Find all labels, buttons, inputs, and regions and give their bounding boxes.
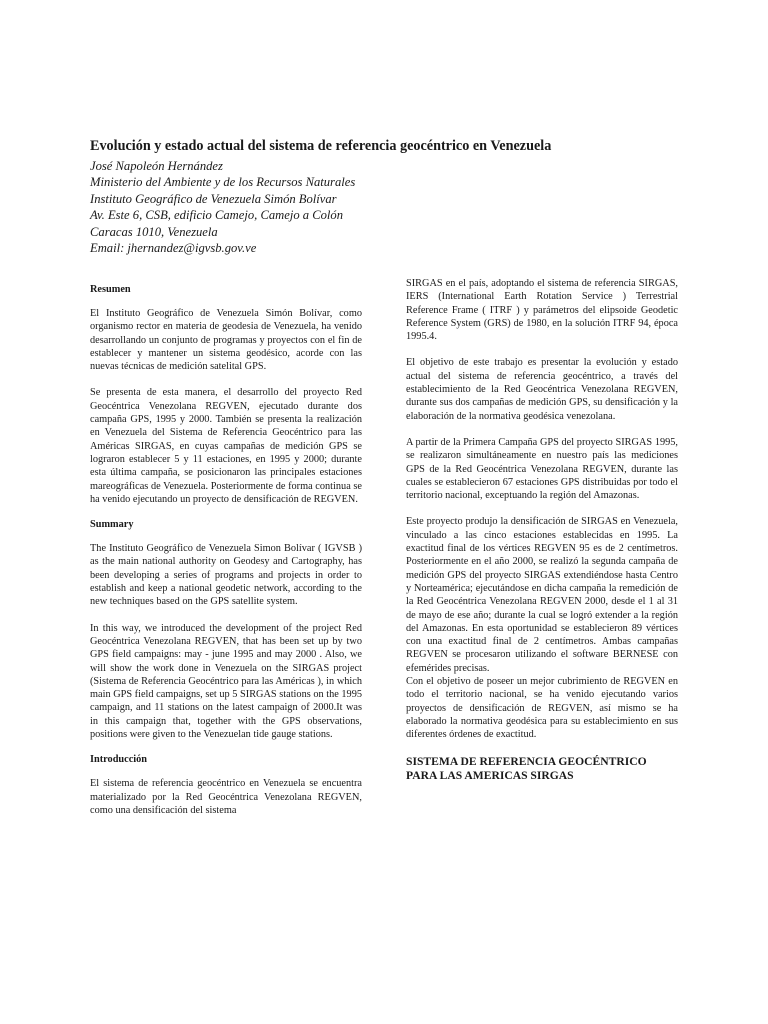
resumen-paragraph-1: El Instituto Geográfico de Venezuela Simón Bolívar, como organismo rector en materia de geodesia de Venezuela, ha venido desarrollando un conjunto de programas y proyectos con el fin de establecer y mantener un sistema geodésico, acorde con las nuevas técnicas de medición satelital GPS. [90, 308, 362, 373]
right-paragraph-4: Este proyecto produjo la densificación de SIRGAS en Venezuela, vinculado a las cinco estaciones establecidas en 1995. La exactitud final de los vértices REGVEN 95 es de 2 centímetros. Posteriormente en el año 2000, se realizó la segunda campaña de medición GPS del proyecto SIRGAS extendiéndose hasta Centro y Norteamérica; ejecutándose en dicha campaña la remedición de la Red Geocéntrica Venezolana REGVEN 2000, desde el 1 al 31 de mayo de ese año; durante la cual se logró extender a la región del Amazonas. En esta oportunidad se establecieron 89 vértices con una exactitud final de 2 centímetros. Ambas campañas REGVEN se procesaron utilizando el software BERNESE con efemérides precisas. [406, 516, 678, 674]
resumen-heading: Resumen [90, 284, 131, 295]
right-paragraph-3: A partir de la Primera Campaña GPS del proyecto SIRGAS 1995, se realizaron simultáneamente en nuestro país las mediciones GPS de la Red Geocéntrica Venezolana REGVEN, durante las cuales se establecieron 67 estaciones GPS distribuidas por todo el territorio nacional, exceptuando la región del Amazonas. [406, 436, 678, 502]
sirgas-section-heading: SISTEMA DE REFERENCIA GEOCÉNTRICO PARA LAS AMERICAS SIRGAS [406, 754, 647, 782]
paper-title: Evolución y estado actual del sistema de referencia geocéntrico en Venezuela [90, 138, 552, 154]
summary-paragraph-1: The Instituto Geográfico de Venezuela Simon Bolívar ( IGVSB ) as the main national authority on Geodesy and Cartography, has been developing a series of programs and projects in order to establish and keep a national geodetic network, according to the new techniques based on the GPS satellite system. [90, 543, 362, 608]
author-email: Email: jhernandez@igvsb.gov.ve [90, 241, 257, 256]
introduccion-paragraph-1: El sistema de referencia geocéntrico en Venezuela se encuentra materializado por la Red Geocéntrica Venezolana REGVEN, como una densificación del sistema [90, 778, 362, 816]
author-city: Caracas 1010, Venezuela [90, 224, 218, 239]
right-paragraph-2: El objetivo de este trabajo es presentar la evolución y estado actual del sistema de referencia geocéntrico, a través del establecimiento de la Red Geocéntrica Venezolana REGVEN, durante sus dos campañas de medición GPS, su densificación y la elaboración de la normativa geodésica venezolana. [406, 357, 678, 422]
author-address: Av. Este 6, CSB, edificio Camejo, Camejo a Colón [90, 208, 344, 223]
introduccion-heading: Introducción [90, 754, 148, 766]
summary-heading: Summary [90, 519, 134, 531]
summary-paragraph-2: In this way, we introduced the development of the project Red Geocéntrica Venezolana REGVEN, that has been set up by two GPS field campaigns: may - june 1995 and may 2000 . Also, we will show the work done in Venezuela on the SIRGAS project (Sistema de Referencia Geocéntrico para las Américas ), in which main GPS field campaigns, set up 5 SIRGAS stations on the 1995 campaign, and 11 stations on the latest campaign of 2000.It was in this campaign that, together with the GPS observations, positions were given to the Venezuelan tide gauge stations. [90, 622, 362, 741]
left-column [90, 284, 362, 830]
paper-header [90, 138, 690, 256]
author-name: José Napoleón Hernández [90, 159, 223, 173]
right-paragraph-5: Con el objetivo de poseer un mejor cubrimiento de REGVEN en todo el territorio nacional, se ha venido ejecutando varios proyectos de densificación de REGVEN, así mismo se ha elaborado la normativa geodésica para su establecimiento en sus diferentes órdenes de exactitud. [406, 676, 678, 741]
author-institute: Instituto Geográfico de Venezuela Simón Bolívar [90, 191, 337, 206]
right-paragraph-1: SIRGAS en el país, adoptando el sistema de referencia SIRGAS, IERS (International Earth Rotation Service ) Terrestrial Reference Frame ( ITRF ) y parámetros del elipsoide Geodetic Reference System (GRS) de 1980, en la solución ITRF 94, época 1995.4. [406, 278, 678, 343]
author-ministry: Ministerio del Ambiente y de los Recursos Naturales [90, 175, 356, 190]
resumen-paragraph-2: Se presenta de esta manera, el desarrollo del proyecto Red Geocéntrica Venezolana REGVEN, ejecutado durante dos campaña GPS, 1995 y 2000. También se presenta la realización en Venezuela del Sistema de Referencia Geocéntrico para las Américas SIRGAS, en cuyas campañas de medición GPS se lograron establecer 5 y 11 estaciones, en 1995 y 2000; durante esta última campaña, se posicionaron las principales estaciones mareográficas de Venezuela. Posteriormente de forma continua se ha venido ejecutando un proyecto de densificación de REGVEN. [90, 387, 362, 505]
right-column [406, 277, 678, 783]
